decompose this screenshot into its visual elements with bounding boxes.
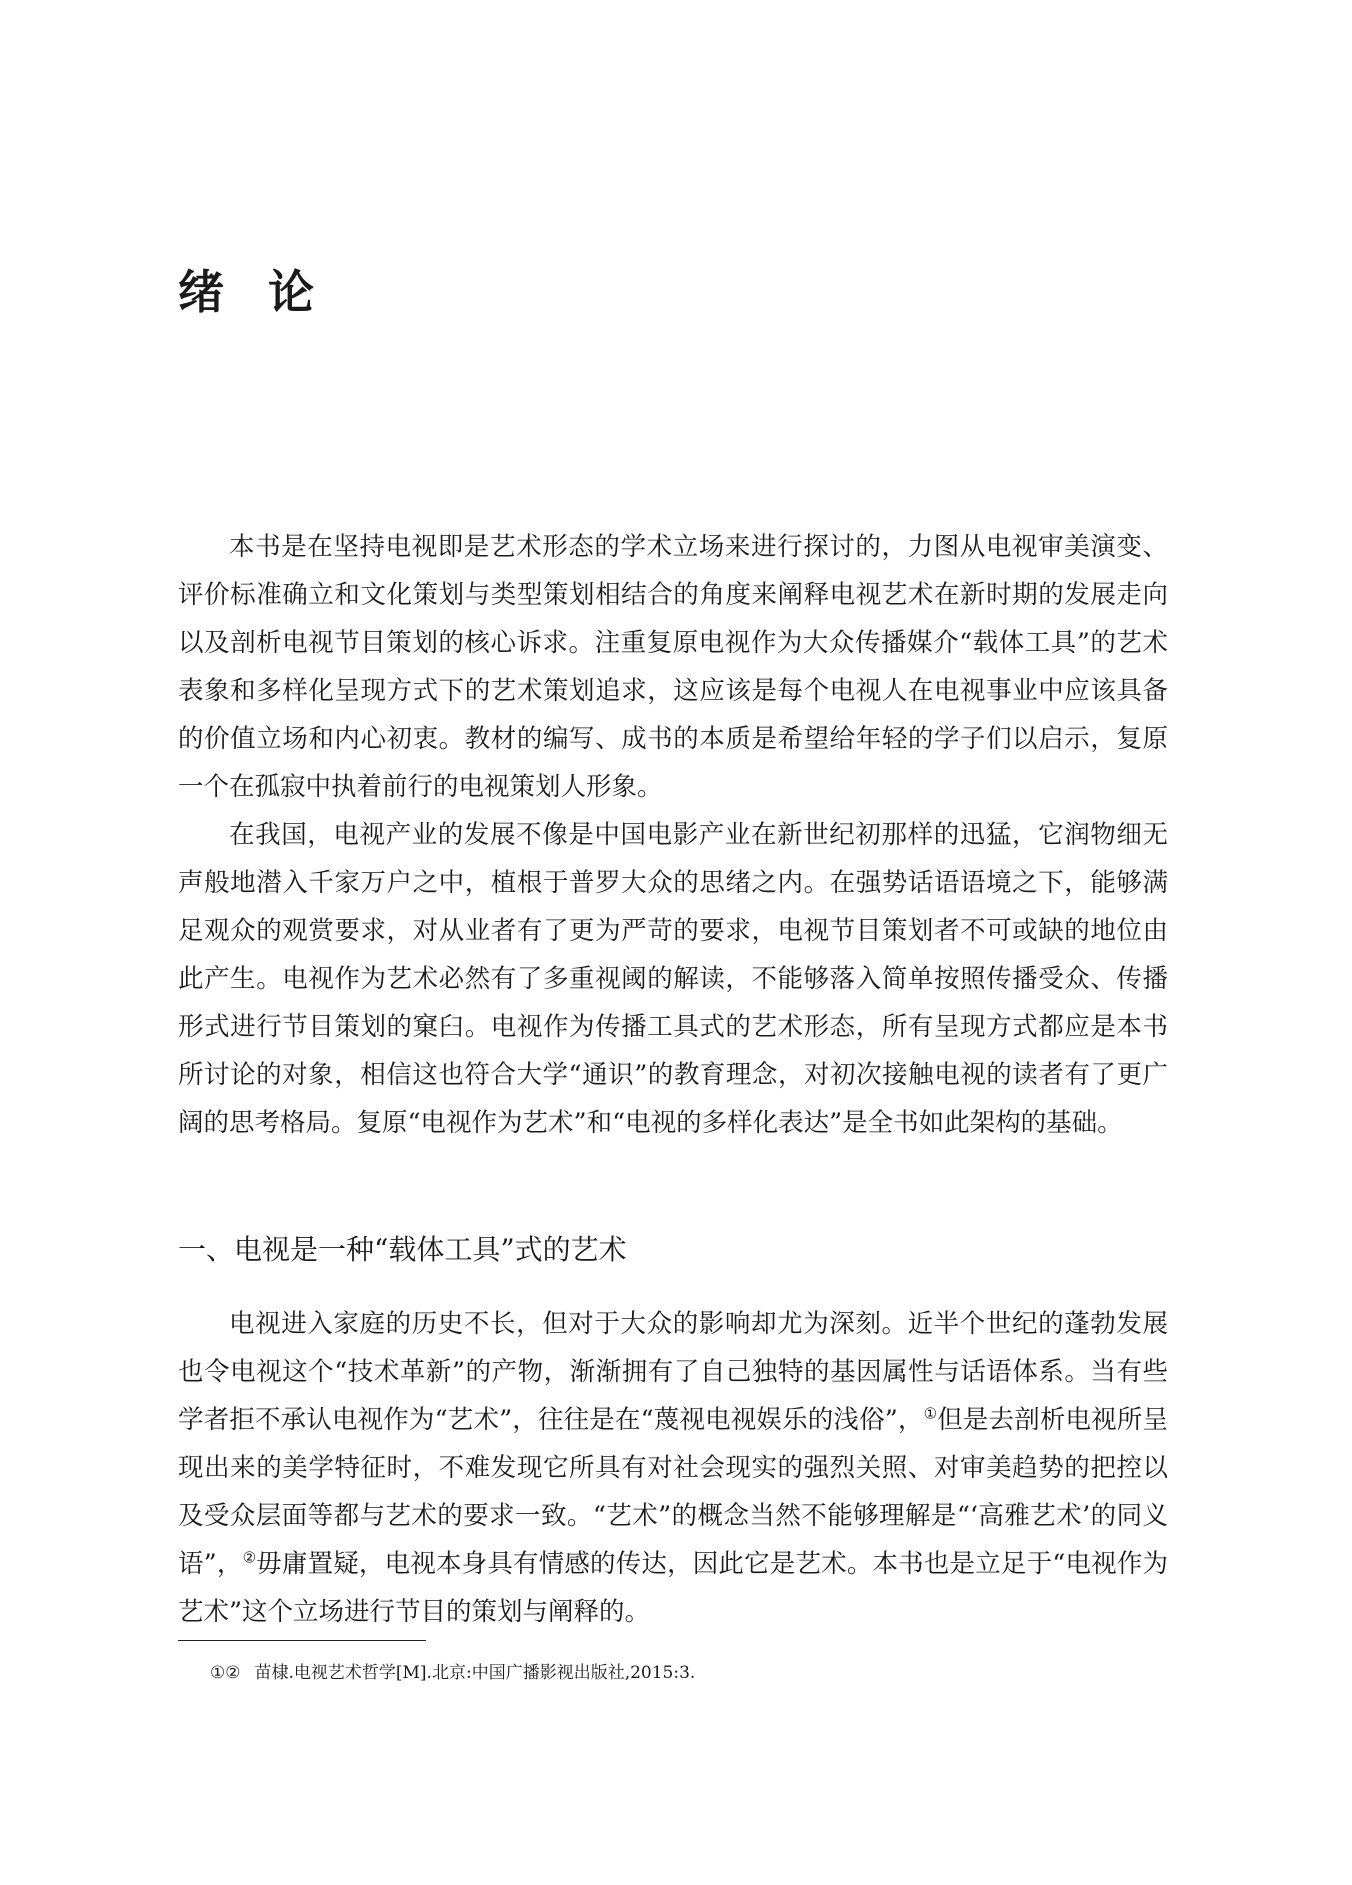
section-body <box>178 1300 1168 1636</box>
intro-paragraph-1: 本书是在坚持电视即是艺术形态的学术立场来进行探讨的，力图从电视审美演变、评价标准确立和文化策划与类型策划相结合的角度来阐释电视艺术在新时期的发展走向以及剖析电视节目策划的核心诉求。注重复原电视作为大众传播媒介“载体工具”的艺术表象和多样化呈现方式下的艺术策划追求，这应该是每个电视人在电视事业中应该具备的价值立场和内心初衷。教材的编写、成书的本质是希望给年轻的学子们以启示，复原一个在孤寂中执着前行的电视策划人形象。 <box>178 532 1168 802</box>
section-paragraph <box>178 1300 1168 1636</box>
intro-section <box>178 523 1168 1147</box>
section-paragraph-part-2: 但是去剖析电视所呈现出来的美学特征时，不难发现它所具有对社会现实的强烈关照、对审美趋势的把控以及受众层面等都与艺术的要求一致。“艺术”的概念当然不能够理解是“‘高雅艺术’的同义语”， <box>178 1405 1168 1579</box>
footnote <box>210 1660 695 1686</box>
chapter-title: 绪论 <box>178 265 358 319</box>
footnote-ref-1: ① <box>923 1404 938 1423</box>
footnote-marks: ①② <box>210 1663 241 1683</box>
footnote-ref-2: ② <box>242 1548 257 1567</box>
footnote-citation: 苗棣.电视艺术哲学[M].北京:中国广播影视出版社,2015:3. <box>254 1663 696 1683</box>
intro-paragraph-2: 在我国，电视产业的发展不像是中国电影产业在新世纪初那样的迅猛，它润物细无声般地潜入千家万户之中，植根于普罗大众的思绪之内。在强势话语语境之下，能够满足观众的观赏要求，对从业者有了更为严苛的要求，电视节目策划者不可或缺的地位由此产生。电视作为艺术必然有了多重视阈的解读，不能够落入简单按照传播受众、传播形式进行节目策划的窠臼。电视作为传播工具式的艺术形态，所有呈现方式都应是本书所讨论的对象，相信这也符合大学“通识”的教育理念，对初次接触电视的读者有了更广阔的思考格局。复原“电视作为艺术”和“电视的多样化表达”是全书如此架构的基础。 <box>178 820 1168 1138</box>
section-paragraph-part-3: 毋庸置疑，电视本身具有情感的传达，因此它是艺术。本书也是立足于“电视作为艺术”这个立场进行节目的策划与阐释的。 <box>178 1549 1168 1627</box>
section-paragraph-part-1: 电视进入家庭的历史不长，但对于大众的影响却尤为深刻。近半个世纪的蓬勃发展也令电视这个“技术革新”的产物，渐渐拥有了自己独特的基因属性与话语体系。当有些学者拒不承认电视作为“艺术”，往往是在“蔑视电视娱乐的浅俗”， <box>178 1309 1168 1435</box>
section-heading: 一、电视是一种“载体工具”式的艺术 <box>178 1233 627 1266</box>
footnote-divider <box>178 1640 426 1641</box>
